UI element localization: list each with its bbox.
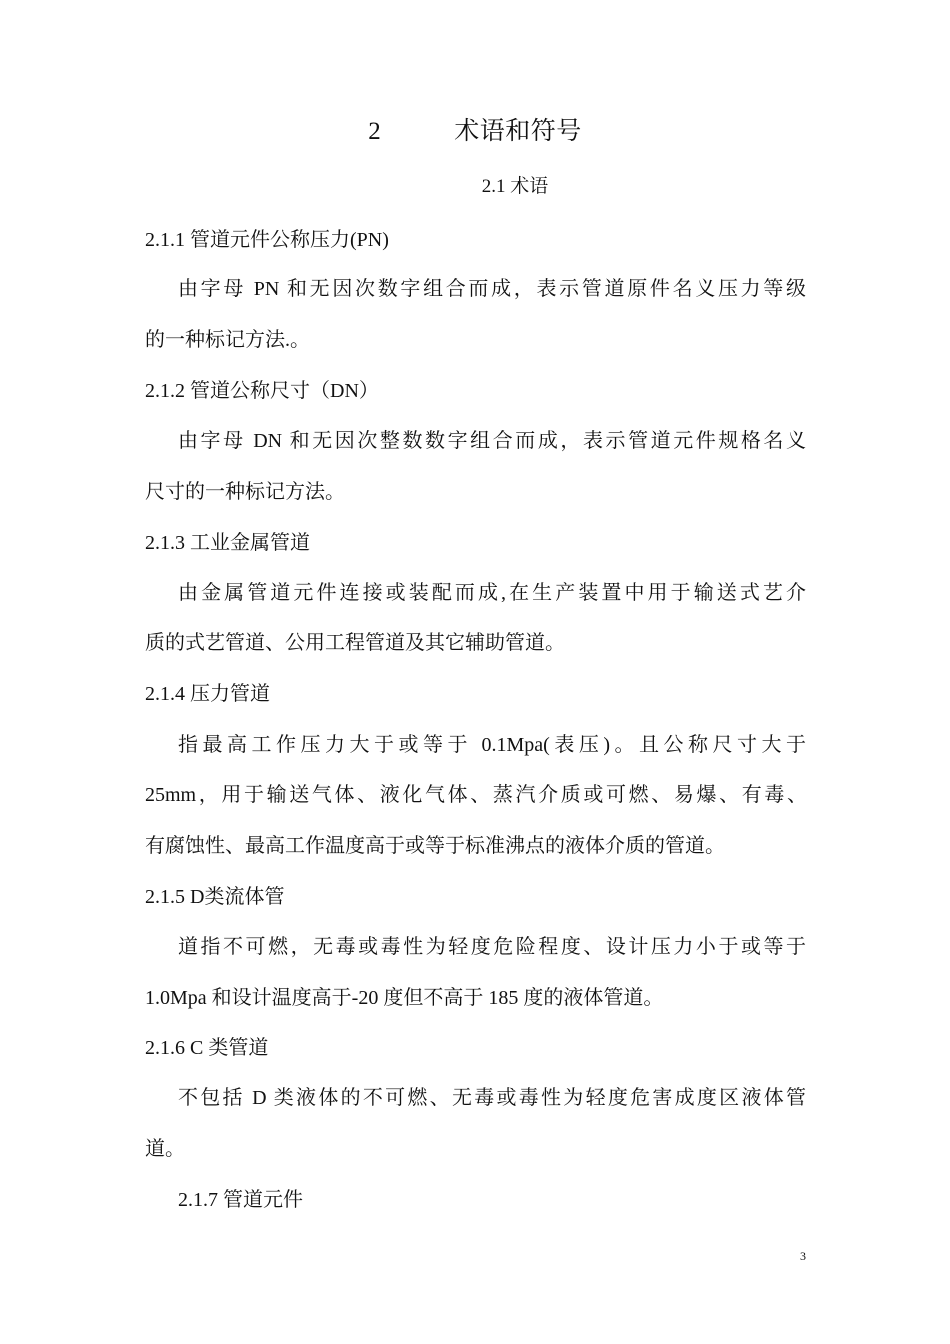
entry-text-line: 的一种标记方法.。 (145, 329, 310, 351)
chapter-title-text: 术语和符号 (454, 118, 582, 145)
entry-text-line: 尺寸的一种标记方法。 (145, 481, 345, 503)
entry-heading: 2.1.4 压力管道 (145, 683, 270, 705)
entry-text-line: 25mm，用于输送气体、液化气体、蒸汽介质或可燃、易爆、有毒、 (145, 784, 807, 806)
entry-heading: 2.1.7 管道元件 (178, 1189, 303, 1211)
entry-text-line: 有腐蚀性、最高工作温度高于或等于标准沸点的液体介质的管道。 (145, 835, 725, 857)
entry-text-line: 指最高工作压力大于或等于 0.1Mpa(表压)。且公称尺寸大于 (178, 734, 806, 756)
entry-text-line: 由金属管道元件连接或装配而成,在生产装置中用于输送式艺介 (178, 582, 806, 604)
entry-heading: 2.1.3 工业金属管道 (145, 532, 310, 554)
entry-text-line: 由字母 PN 和无因次数字组合而成，表示管道原件名义压力等级 (178, 278, 806, 300)
entry-heading: 2.1.1 管道元件公称压力(PN) (145, 229, 389, 251)
entry-text-line: 道指不可燃，无毒或毒性为轻度危险程度、设计压力小于或等于 (178, 936, 806, 958)
entry-heading: 2.1.5 D类流体管 (145, 886, 285, 908)
entry-text-line: 1.0Mpa 和设计温度高于-20 度但不高于 185 度的液体管道。 (145, 987, 664, 1009)
entry-text-line: 质的式艺管道、公用工程管道及其它辅助管道。 (145, 632, 565, 654)
page-number: 3 (800, 1249, 806, 1263)
section-title: 2.1 术语 (481, 176, 549, 197)
entry-heading: 2.1.6 C 类管道 (145, 1037, 269, 1059)
entry-text-line: 由字母 DN 和无因次整数数字组合而成，表示管道元件规格名义 (178, 430, 806, 452)
entry-text-line: 道。 (145, 1138, 185, 1160)
chapter-title (0, 114, 950, 150)
chapter-number: 2 (368, 118, 382, 145)
entry-heading: 2.1.2 管道公称尺寸（DN） (145, 380, 379, 402)
entry-text-line: 不包括 D 类液体的不可燃、无毒或毒性为轻度危害成度区液体管 (178, 1087, 806, 1109)
